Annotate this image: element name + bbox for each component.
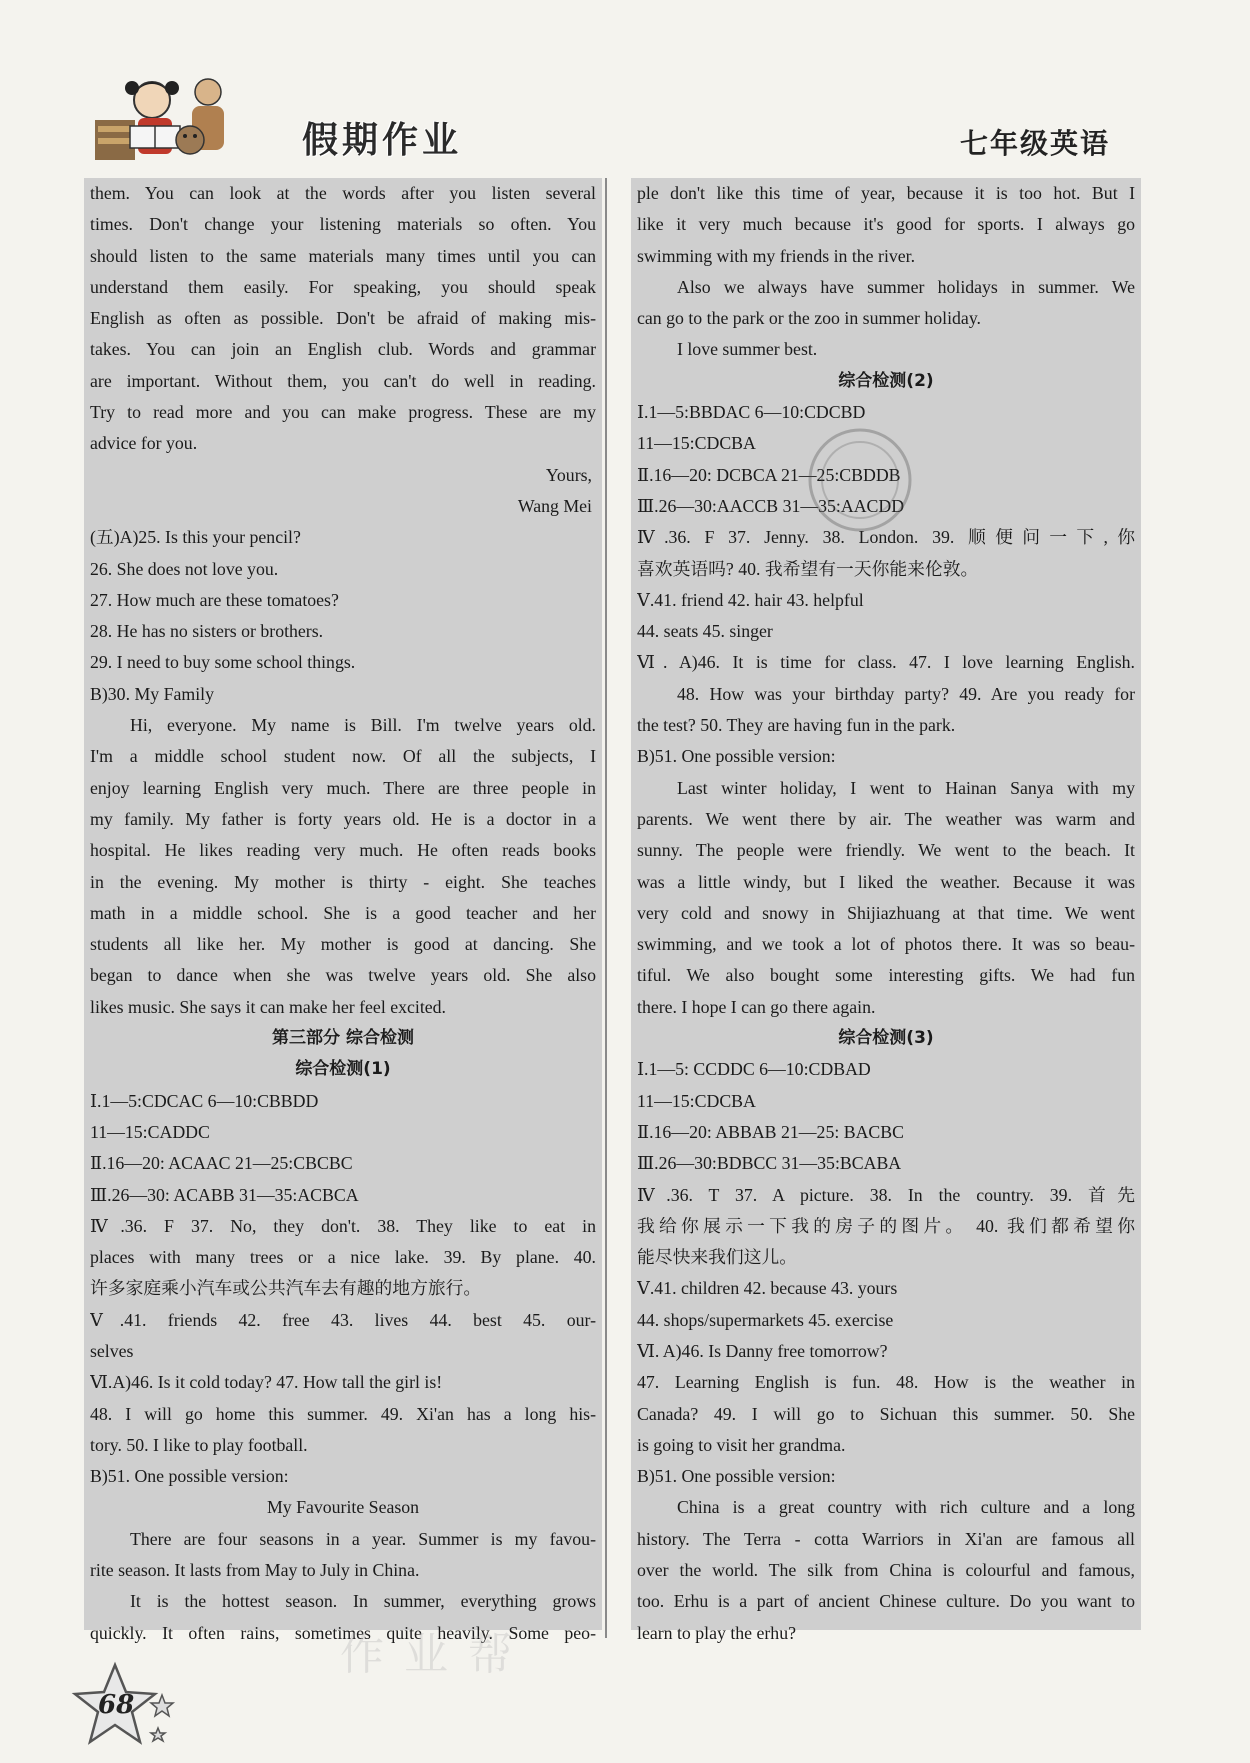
text-line: B)51. One possible version:	[637, 746, 836, 767]
text-line: 综合检测(3)	[838, 1028, 934, 1049]
text-line: B)51. One possible version:	[90, 1466, 289, 1487]
text-line: can go to the park or the zoo in summer holiday.	[637, 308, 982, 329]
text-line: English as often as possible. Don't be afraid of making mis-	[90, 308, 596, 329]
text-line: too. Erhu is a part of ancient Chinese culture. Do you want to	[637, 1591, 1135, 1612]
text-line: 11—15:CADDC	[90, 1121, 210, 1142]
text-line: Ⅵ.A)46. Is it cold today? 47. How tall the girl is!	[90, 1372, 443, 1393]
text-line: 许多家庭乘小汽车或公共汽车去有趣的地方旅行。	[90, 1278, 482, 1299]
text-line: parents. We went there by air. The weather was warm and	[637, 808, 1135, 829]
text-line: learn to play the erhu?	[637, 1622, 796, 1643]
text-line: 综合检测(2)	[838, 370, 934, 391]
text-line: Ⅴ.41. children 42. because 43. yours	[637, 1278, 898, 1299]
text-line: 26. She does not love you.	[90, 558, 279, 579]
text-line: 喜欢英语吗? 40. 我希望有一天你能来伦敦。	[637, 558, 979, 579]
text-line: Ⅳ.36. F 37. No, they don't. 38. They like to eat in	[90, 1215, 596, 1236]
text-line: Ⅵ. A)46. Is Danny free tomorrow?	[637, 1340, 888, 1361]
text-line: 44. seats 45. singer	[637, 621, 773, 642]
text-line: 能尽快来我们这儿。	[637, 1247, 798, 1268]
text-line: Ⅰ.1—5:BBDAC 6—10:CDCBD	[637, 402, 866, 423]
text-line: ple don't like this time of year, because it is too hot. But I	[637, 183, 1135, 203]
text-line: swimming, and we took a lot of photos there. It was so beau-	[637, 934, 1135, 955]
text-line: B)51. One possible version:	[637, 1466, 836, 1487]
grade-subject-label: 七年级英语	[959, 127, 1110, 160]
page-header	[80, 60, 1140, 170]
text-line: like it very much because it's good for sports. I always go	[637, 214, 1135, 235]
text-line: Wang Mei	[517, 495, 592, 516]
column-divider	[605, 178, 607, 1638]
text-line: math in a middle school. She is a good teacher and her	[90, 902, 596, 923]
text-line: takes. You can join an English club. Words and grammar	[90, 339, 596, 360]
text-line: is going to visit her grandma.	[637, 1434, 846, 1455]
text-line: the test? 50. They are having fun in the park.	[637, 715, 956, 736]
text-line: Ⅳ.36. F 37. Jenny. 38. London. 39. 顺便问一下,你	[637, 527, 1135, 548]
text-line: them. You can look at the words after you listen several	[90, 183, 596, 203]
text-line: 48. I will go home this summer. 49. Xi'an has a long his-	[90, 1403, 596, 1424]
text-line: sunny. The people were friendly. We went to the beach. It	[637, 840, 1135, 861]
text-line: Hi, everyone. My name is Bill. I'm twelve years old.	[130, 715, 596, 736]
text-line: there. I hope I can go there again.	[637, 996, 876, 1017]
text-line: tory. 50. I like to play football.	[90, 1434, 308, 1455]
watermark: 作业帮	[340, 1629, 532, 1680]
text-line: places with many trees or a nice lake. 39. By plane. 40.	[90, 1247, 596, 1268]
text-line: began to dance when she was twelve years old. She also	[90, 965, 596, 986]
text-line: was a little windy, but I liked the weather. Because it was	[637, 871, 1135, 892]
text-line: I love summer best.	[677, 339, 818, 360]
text-line: 29. I need to buy some school things.	[90, 652, 356, 673]
text-line: I'm a middle school student now. Of all the subjects, I	[90, 746, 596, 767]
text-line: There are four seasons in a year. Summer is my favou-	[130, 1528, 596, 1549]
text-line: Ⅰ.1—5:CDCAC 6—10:CBBDD	[90, 1090, 319, 1111]
text-line: It is the hottest season. In summer, everything grows	[130, 1591, 596, 1612]
text-line: Canada? 49. I will go to Sichuan this summer. 50. She	[637, 1403, 1135, 1424]
text-line: 48. How was your birthday party? 49. Are you ready for	[677, 683, 1135, 704]
book-title: 假期作业	[302, 120, 463, 161]
text-line: Ⅰ.1—5: CCDDC 6—10:CDBAD	[637, 1059, 871, 1080]
text-line: Ⅱ.16—20: ACAAC 21—25:CBCBC	[90, 1153, 353, 1174]
text-line: times. Don't change your listening materials so often. You	[90, 214, 596, 235]
text-line: 28. He has no sisters or brothers.	[90, 621, 324, 642]
text-line: Also we always have summer holidays in summer. We	[677, 276, 1135, 297]
text-line: Ⅲ.26—30: ACABB 31—35:ACBCA	[90, 1184, 359, 1205]
reading-children-illustration	[90, 70, 240, 165]
text-line: 47. Learning English is fun. 48. How is the weather in	[637, 1372, 1135, 1393]
text-line: Ⅲ.26—30:BDBCC 31—35:BCABA	[637, 1153, 902, 1174]
text-line: history. The Terra - cotta Warriors in Xi'an are famous all	[637, 1528, 1135, 1549]
text-line: Ⅱ.16—20: ABBAB 21—25: BACBC	[637, 1121, 904, 1142]
text-line: Last winter holiday, I went to Hainan Sanya with my	[677, 777, 1135, 798]
text-line: 第三部分 综合检测	[272, 1028, 414, 1049]
text-line: selves	[90, 1340, 134, 1361]
text-line: Ⅴ.41. friend 42. hair 43. helpful	[637, 589, 864, 610]
text-line: 11—15:CDCBA	[637, 1090, 756, 1111]
text-line: Ⅵ. A)46. It is time for class. 47. I love learning English.	[637, 652, 1135, 673]
text-line: Ⅲ.26—30:AACCB 31—35:AACDD	[637, 495, 905, 516]
text-line: Ⅴ.41. friends 42. free 43. lives 44. best 45. our-	[90, 1309, 596, 1330]
text-line: tiful. We also bought some interesting gifts. We had fun	[637, 965, 1135, 986]
text-line: (五)A)25. Is this your pencil?	[90, 527, 301, 548]
text-line: advice for you.	[90, 433, 198, 454]
text-line: over the world. The silk from China is colourful and famous,	[637, 1560, 1135, 1581]
text-line: My Favourite Season	[266, 1497, 420, 1518]
text-line: in the evening. My mother is thirty - eight. She teaches	[90, 871, 596, 892]
text-line: students all like her. My mother is good at dancing. She	[90, 934, 596, 955]
text-line: very cold and snowy in Shijiazhuang at that time. We went	[637, 902, 1135, 923]
text-line: swimming with my friends in the river.	[637, 245, 916, 266]
text-line: China is a great country with rich culture and a long	[677, 1497, 1135, 1518]
faint-stamp-mark	[800, 420, 920, 540]
text-line: 27. How much are these tomatoes?	[90, 589, 339, 610]
text-line: are important. Without them, you can't do well in reading.	[90, 370, 596, 391]
right-answer-column	[631, 178, 1141, 1643]
text-line: should listen to the same materials many times until you can	[90, 245, 596, 266]
text-line: 44. shops/supermarkets 45. exercise	[637, 1309, 894, 1330]
text-line: hospital. He likes reading very much. He often reads books	[90, 840, 596, 861]
text-line: understand them easily. For speaking, you should speak	[90, 276, 596, 297]
text-line: B)30. My Family	[90, 683, 214, 704]
text-line: rite season. It lasts from May to July in China.	[90, 1560, 420, 1581]
text-line: Ⅳ.36. T 37. A picture. 38. In the country. 39. 首先	[637, 1184, 1135, 1205]
text-line: 11—15:CDCBA	[637, 433, 756, 454]
text-line: enjoy learning English very much. There are three people in	[90, 777, 596, 798]
text-line: 综合检测(1)	[295, 1059, 391, 1080]
text-line: Ⅱ.16—20: DCBCA 21—25:CBDDB	[637, 464, 901, 485]
text-line: quickly. It often rains, sometimes quite heavily. Some peo-	[90, 1622, 596, 1643]
page-number: 68	[98, 1690, 135, 1720]
text-line: Yours,	[545, 464, 592, 485]
left-answer-column	[84, 178, 602, 1643]
text-line: my family. My father is forty years old. He is a doctor in a	[90, 808, 596, 829]
text-line: Try to read more and you can make progress. These are my	[90, 402, 596, 423]
text-line: likes music. She says it can make her feel excited.	[90, 996, 446, 1017]
text-line: 我给你展示一下我的房子的图片。 40. 我们都希望你	[637, 1215, 1135, 1236]
